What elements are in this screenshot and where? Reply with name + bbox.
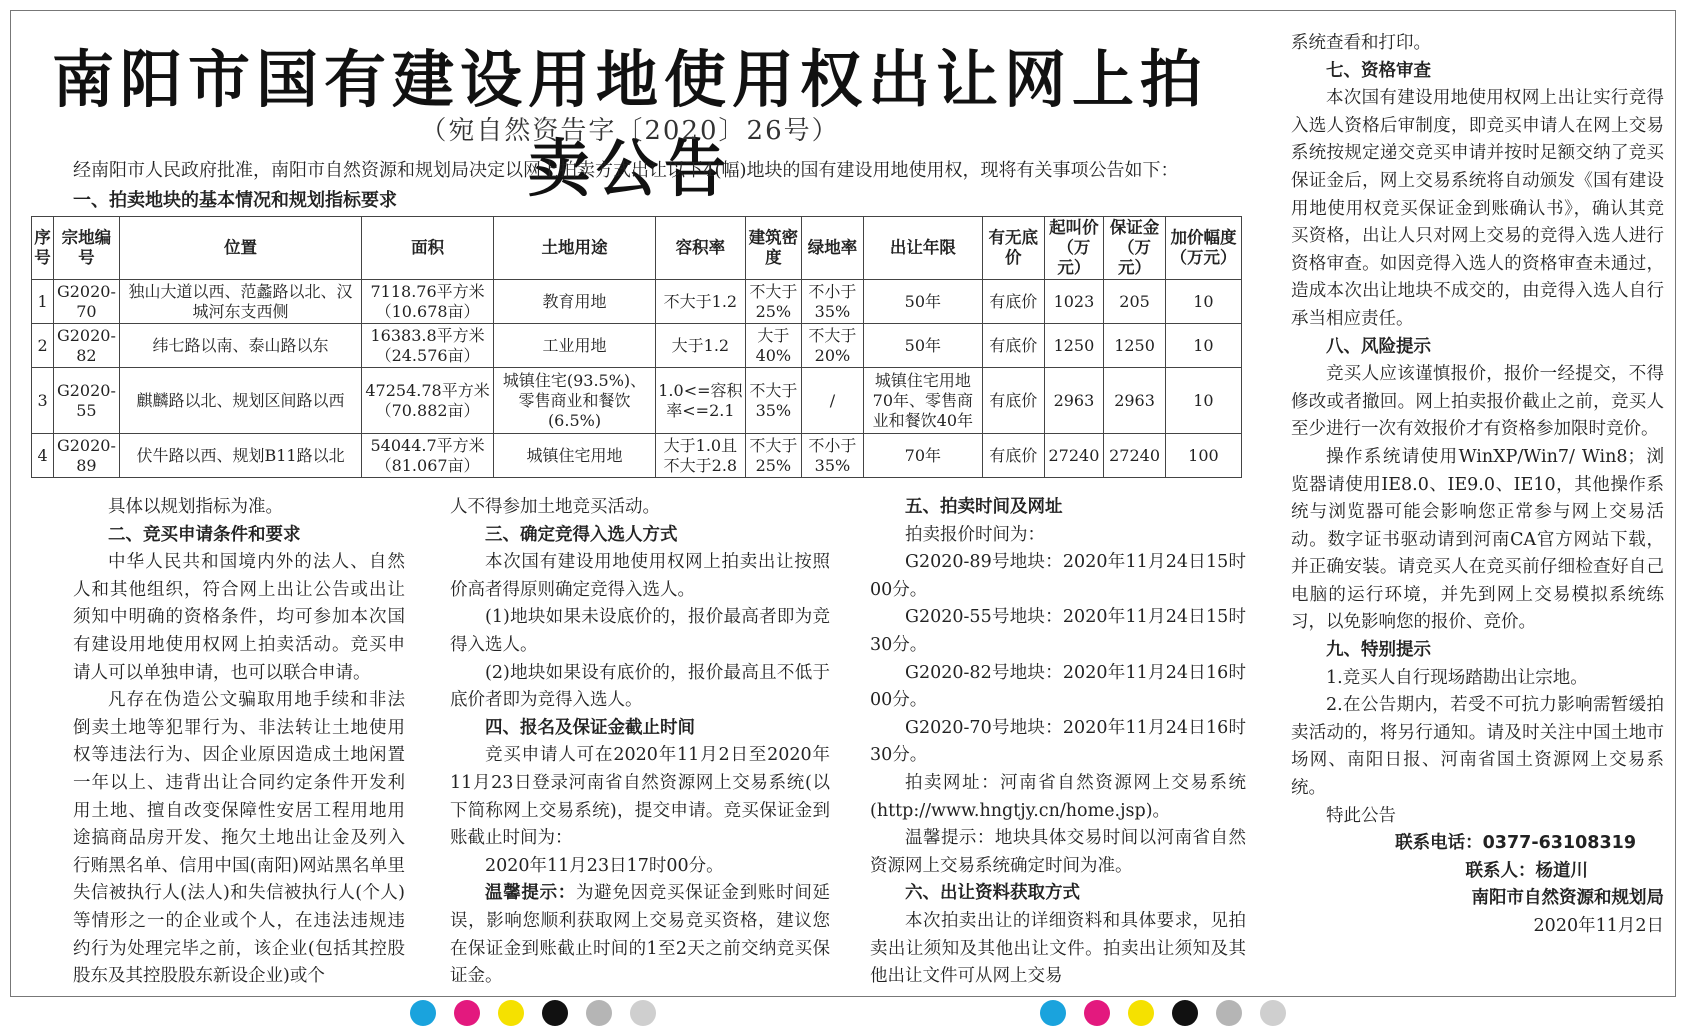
cell: 4: [32, 434, 54, 478]
cell: /: [802, 368, 864, 434]
paragraph: 操作系统请使用WinXP/Win7/ Win8；浏览器请使用IE8.0、IE9.0、IE10，其他操作系统与浏览器可能会影响您正常参与网上交易活动。数字证书驱动请到河南CA官方网站下载，并正确安装。请竞买人在竞买前仔细检查好自己电脑的运行环境，并先到网上交易模拟系统练习，以免影响您的报价、竞价。: [1291, 446, 1664, 633]
cell: 不大于1.2: [656, 280, 745, 324]
paragraph: 本次国有建设用地使用权网上出让实行竞得入选人资格后审制度，即竞买申请人在网上交易系统按规定递交竞买申请并按时足额交纳了竞买保证金后，网上交易系统将自动颁发《国有建设用地使用权竞买保证金到账确认书》，确认其竞买资格，出让人只对网上交易的竞得入选人进行资格审查。如因竞得入选人的资格审查未通过，造成本次出让地块不成交的，由竞得入选人自行承当相应责任。: [1291, 88, 1664, 329]
paragraph: 系统查看和打印。: [1291, 33, 1431, 53]
paragraph: 具体以规划指标为准。: [108, 497, 283, 517]
cell: 2: [32, 324, 54, 368]
registration-dot: [498, 1000, 524, 1026]
warm-tip-text: 为避免因竞买保证金到账时间延误，影响您顺利获取网上交易竞买资格，建议您在保证金到账截止时间的1至2天之前交纳竞买保证金。: [450, 883, 831, 987]
table-row: [32, 280, 1242, 324]
cell: 7118.76平方米（10.678亩）: [362, 280, 494, 324]
warm-tip: [450, 880, 830, 990]
cell: G2020-70: [54, 280, 120, 324]
registration-dot: [1216, 1000, 1242, 1026]
cell: G2020-89: [54, 434, 120, 478]
th-area: 面积: [362, 217, 494, 280]
paragraph: G2020-82号地块：2020年11月24日16时00分。: [870, 662, 1246, 711]
page-title: 南阳市国有建设用地使用权出让网上拍卖公告: [51, 43, 1208, 205]
cell: 有底价: [982, 434, 1044, 478]
paragraph: 本次国有建设用地使用权网上拍卖出让按照价高者得原则确定竞得入选人。: [450, 552, 830, 600]
cell: 1.0<=容积率<=2.1: [656, 368, 745, 434]
th-deposit: 保证金（万元）: [1104, 217, 1166, 280]
paragraph: G2020-70号地块：2020年11月24日16时30分。: [870, 717, 1246, 766]
issuer: 南阳市自然资源和规划局: [1471, 888, 1664, 909]
cell: G2020-82: [54, 324, 120, 368]
section1-title: 一、拍卖地块的基本情况和规划指标要求: [73, 190, 397, 211]
registration-dot: [1084, 1000, 1110, 1026]
paragraph: 人不得参加土地竞买活动。: [450, 497, 660, 517]
cell: 不大于20%: [802, 324, 864, 368]
contact-person: 联系人：杨道川: [1465, 860, 1588, 881]
cell: 16383.8平方米（24.576亩）: [362, 324, 494, 368]
cell: 有底价: [982, 324, 1044, 368]
cell: 205: [1104, 280, 1166, 324]
cell: 47254.78平方米（70.882亩）: [362, 368, 494, 434]
warm-tip-label: 温馨提示：: [485, 883, 576, 904]
table-row: [32, 324, 1242, 368]
cell: 不小于35%: [802, 280, 864, 324]
registration-dot: [1172, 1000, 1198, 1026]
section6-heading: 六、出让资料获取方式: [905, 883, 1080, 904]
cell: 城镇住宅用地70年、零售商业和餐饮40年: [863, 368, 982, 434]
cell: 麒麟路以北、规划区间路以西: [119, 368, 362, 434]
paragraph: 本次拍卖出让的详细资料和具体要求，见拍卖出让须知及其他出让文件。拍卖出让须知及其他出让文件可从网上交易: [870, 910, 1246, 987]
section9-heading: 九、特别提示: [1326, 640, 1431, 661]
cell: 2963: [1044, 368, 1104, 434]
cell: 1: [32, 280, 54, 324]
cell: 50年: [863, 324, 982, 368]
section3-heading: 三、确定竞得入选人方式: [485, 524, 678, 545]
registration-dot: [586, 1000, 612, 1026]
th-term: 出让年限: [863, 217, 982, 280]
paragraph: 竞买人应该谨慎报价，报价一经提交，不得修改或者撤回。网上拍卖报价截止之前，竞买人至少进行一次有效报价才有资格参加限时竞价。: [1291, 364, 1664, 440]
cell: 城镇住宅用地: [493, 434, 655, 478]
cell: 1250: [1104, 324, 1166, 368]
table-row: [32, 368, 1242, 434]
th-reserve-price: 有无底价: [982, 217, 1044, 280]
cell: 27240: [1104, 434, 1166, 478]
cell: 城镇住宅(93.5%)、零售商业和餐饮(6.5%): [493, 368, 655, 434]
cell: 工业用地: [493, 324, 655, 368]
th-plot-code: 宗地编号: [54, 217, 120, 280]
registration-dot: [542, 1000, 568, 1026]
paragraph: 2.在公告期内，若受不可抗力影响需暂缓拍卖活动的，将另行通知。请及时关注中国土地市场网、南阳日报、河南省国土资源网上交易系统。: [1291, 695, 1664, 799]
cell: 27240: [1044, 434, 1104, 478]
section5-heading: 五、拍卖时间及网址: [905, 497, 1063, 517]
cell: G2020-55: [54, 368, 120, 434]
table-header-row: [32, 217, 1242, 280]
cell: 不大于25%: [745, 434, 802, 478]
document-number: （宛自然资告字〔2020〕26号）: [420, 116, 840, 146]
cell: 10: [1165, 280, 1241, 324]
plots-table: [31, 216, 1242, 478]
cell: 2963: [1104, 368, 1166, 434]
cell: 独山大道以西、范蠡路以北、汉城河东支西侧: [119, 280, 362, 324]
cell: 10: [1165, 324, 1241, 368]
cell: 70年: [863, 434, 982, 478]
cell: 有底价: [982, 368, 1044, 434]
closing-remark: 特此公告: [1326, 805, 1396, 826]
cell: 大于1.0且不大于2.8: [656, 434, 745, 478]
th-seq: 序号: [32, 217, 54, 280]
section4-heading: 四、报名及保证金截止时间: [485, 717, 695, 738]
registration-dot: [410, 1000, 436, 1026]
th-increment: 加价幅度（万元）: [1165, 217, 1241, 280]
paragraph: 1.竞买人自行现场踏勘出让宗地。: [1326, 667, 1588, 688]
th-building-density: 建筑密度: [745, 217, 802, 280]
registration-dot: [1128, 1000, 1154, 1026]
section8-heading: 八、风险提示: [1326, 336, 1431, 357]
paragraph: 凡存在伪造公文骗取用地手续和非法倒卖土地等犯罪行为、非法转让土地使用权等违法行为、因企业原因造成土地闲置一年以上、违背出让合同约定条件开发利用土地、擅自改变保障性安居工程用地用途搞商品房开发、拖欠土地出让金及列入行贿黑名单、信用中国(南阳)网站黑名单里失信被执行人(法人)和失信被执行人(个人)等情形之一的企业或个人，在违法违规违约行为处理完毕之前，该企业(包括其控股股东及其控股股东新设企业)或个: [73, 690, 405, 987]
table-row: [32, 434, 1242, 478]
column-2: [450, 494, 830, 991]
cell: 伏牛路以西、规划B11路以北: [119, 434, 362, 478]
th-plot-ratio: 容积率: [656, 217, 745, 280]
cell: 54044.7平方米（81.067亩）: [362, 434, 494, 478]
cell: 1250: [1044, 324, 1104, 368]
cell: 教育用地: [493, 280, 655, 324]
registration-dot: [1260, 1000, 1286, 1026]
registration-dot: [454, 1000, 480, 1026]
paragraph: 拍卖报价时间为：: [905, 524, 1045, 545]
th-start-price: 起叫价（万元）: [1044, 217, 1104, 280]
cell: 纬七路以南、泰山路以东: [119, 324, 362, 368]
paragraph: 2020年11月23日17时00分。: [485, 855, 724, 876]
registration-marks-left: [410, 1000, 674, 1014]
cell: 大于1.2: [656, 324, 745, 368]
paragraph: G2020-89号地块：2020年11月24日15时00分。: [870, 552, 1246, 600]
th-green-ratio: 绿地率: [802, 217, 864, 280]
paragraph: 温馨提示：地块具体交易时间以河南省自然资源网上交易系统确定时间为准。: [870, 828, 1246, 876]
cell: 3: [32, 368, 54, 434]
cell: 不小于35%: [802, 434, 864, 478]
registration-dot: [1040, 1000, 1066, 1026]
cell: 大于40%: [745, 324, 802, 368]
contact-phone: 联系电话：0377-63108319: [1395, 833, 1636, 854]
registration-dot: [630, 1000, 656, 1026]
section2-heading: 二、竞买申请条件和要求: [108, 524, 301, 545]
intro-paragraph: 经南阳市人民政府批准，南阳市自然资源和规划局决定以网上拍卖方式出让以下4(幅)地块的国有建设用地使用权，现将有关事项公告如下：: [73, 160, 1179, 181]
issue-date: 2020年11月2日: [1533, 916, 1664, 936]
paragraph: 竞买申请人可在2020年11月2日至2020年11月23日登录河南省自然资源网上交易系统(以下简称网上交易系统)，提交申请。竞买保证金到账截止时间为：: [450, 745, 830, 849]
paragraph: (1)地块如果未设底价的，报价最高者即为竞得入选人。: [450, 607, 830, 655]
cell: 100: [1165, 434, 1241, 478]
paragraph: 拍卖网址：河南省自然资源网上交易系统(http://www.hngtjy.cn/home.jsp)。: [870, 772, 1246, 821]
section7-heading: 七、资格审查: [1326, 60, 1431, 81]
paragraph: 中华人民共和国境内外的法人、自然人和其他组织，符合网上出让公告或出让须知中明确的资格条件，均可参加本次国有建设用地使用权网上拍卖活动。竞买申请人可以单独申请，也可以联合申请。: [73, 552, 405, 683]
column-3: [870, 494, 1246, 991]
registration-marks-right: [1040, 1000, 1304, 1014]
cell: 1023: [1044, 280, 1104, 324]
paragraph: G2020-55号地块：2020年11月24日15时30分。: [870, 607, 1246, 655]
column-4: [1291, 30, 1664, 941]
cell: 不大于35%: [745, 368, 802, 434]
cell: 不大于25%: [745, 280, 802, 324]
cell: 10: [1165, 368, 1241, 434]
cell: 50年: [863, 280, 982, 324]
paragraph: (2)地块如果设有底价的，报价最高且不低于底价者即为竞得入选人。: [450, 662, 830, 711]
th-land-use: 土地用途: [493, 217, 655, 280]
th-location: 位置: [119, 217, 362, 280]
cell: 有底价: [982, 280, 1044, 324]
column-1: [73, 494, 405, 991]
